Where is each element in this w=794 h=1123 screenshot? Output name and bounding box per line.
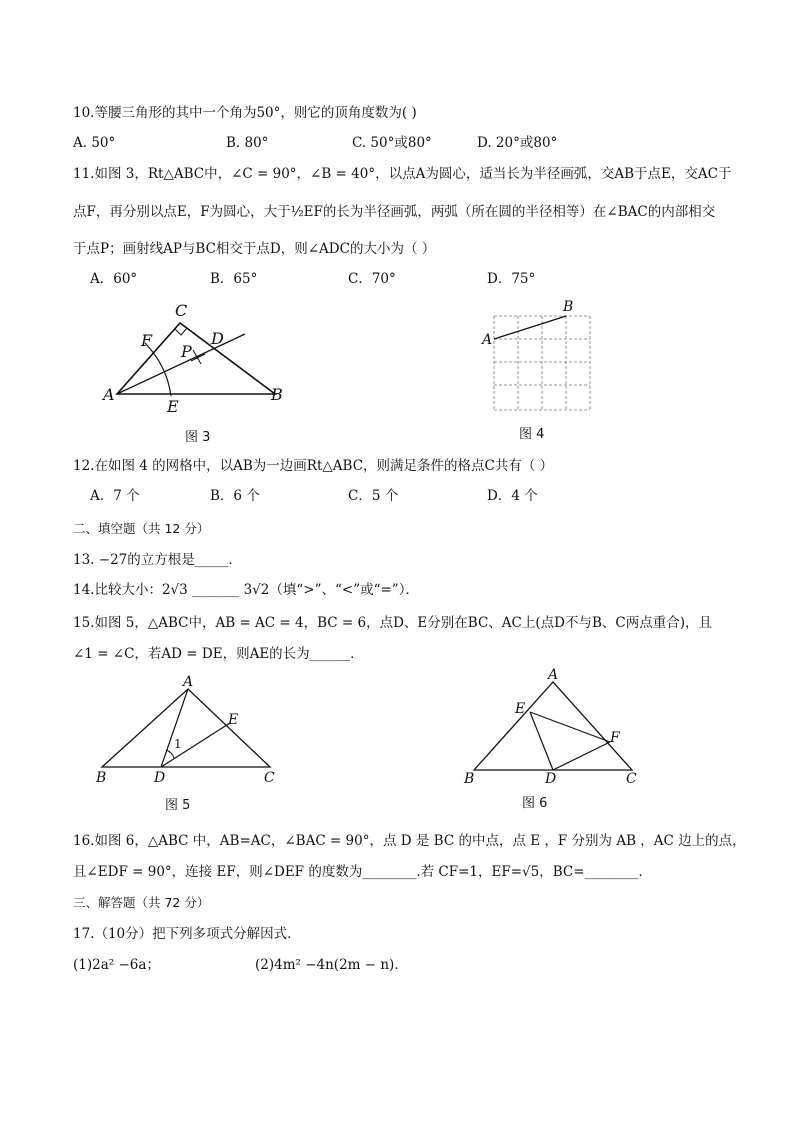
figure-3-caption: 图 3 [185, 430, 211, 445]
q11-option-a: A．60° [90, 271, 138, 287]
figure-3 [95, 296, 295, 420]
segment-de [161, 723, 230, 767]
figure-5-caption: 图 5 [165, 798, 191, 813]
segment-de [530, 712, 553, 770]
figure-6 [460, 666, 650, 790]
q12-option-a: A．7 个 [90, 488, 140, 504]
q14-stem: 14.比较大小：2√3 _______ 3√2（填“>”、“<”或“=”）． [73, 582, 419, 598]
q12-option-b: B．6 个 [210, 488, 260, 504]
label-a: A [548, 667, 559, 683]
q13-stem: 13. −27的立方根是_____． [73, 552, 243, 568]
q11-line3: 于点P；画射线AP与BC相交于点D，则∠ADC的大小为（ ） [73, 241, 436, 257]
q12-option-c: C．5 个 [348, 488, 399, 504]
segment-df [553, 742, 610, 770]
q10-option-c: C. 50°或80° [352, 135, 432, 151]
q15-line1: 15.如图 5，△ABC中，AB = AC = 4，BC = 6，点D、E分别在BC、AC上(点D不与B、C两点重合)，且 [73, 615, 712, 631]
label-a: A [103, 385, 115, 404]
right-angle-mark [175, 328, 187, 335]
q11-option-b: B．65° [210, 271, 258, 287]
label-e: E [228, 712, 239, 728]
triangle-abc [102, 689, 270, 767]
q10-stem: 10.等腰三角形的其中一个角为50°，则它的顶角度数为( ) [73, 105, 417, 121]
q17-stem: 17.（10分）把下列多项式分解因式． [73, 926, 301, 942]
label-angle-1: 1 [174, 737, 182, 751]
triangle-abc [474, 682, 632, 770]
label-a: A [482, 332, 493, 348]
section-3-heading: 三、解答题（共 72 分） [73, 895, 210, 910]
q17-part2: (2)4m² −4n(2m − n)． [255, 957, 408, 973]
figure-6-caption: 图 6 [522, 796, 548, 811]
label-e: E [167, 397, 179, 416]
figure-4-caption: 图 4 [519, 427, 545, 442]
label-p: P [181, 342, 192, 361]
arc-ef [145, 343, 171, 396]
q16-line1: 16.如图 6，△ABC 中，AB=AC，∠BAC = 90°，点 D 是 BC 的中点，点 E ，F 分别为 AB ，AC 边上的点， [73, 833, 746, 849]
figure-5 [92, 672, 292, 792]
q17-part1: (1)2a² −6a； [73, 957, 160, 973]
q12-stem: 12.在如图 4 的网格中，以AB为一边画Rt△ABC，则满足条件的格点C共有（ ） [73, 458, 554, 474]
segment-ab [494, 316, 566, 339]
arc-mark-2 [191, 354, 205, 361]
q11-option-c: C．70° [348, 271, 396, 287]
label-b: B [563, 299, 574, 315]
q11-option-d: D．75° [487, 271, 536, 287]
label-b: B [464, 771, 475, 787]
q10-option-a: A. 50° [73, 135, 116, 151]
q11-line2: 点F，再分别以点E，F为圆心，大于½EF的长为半径画弧，两弧（所在圆的半径相等）在∠BAC的内部相交 [73, 204, 716, 220]
label-c: C [626, 771, 637, 787]
section-2-heading: 二、填空题（共 12 分） [73, 521, 210, 536]
q15-line2: ∠1 = ∠C，若AD = DE，则AE的长为______． [73, 646, 364, 662]
label-f: F [141, 331, 153, 350]
q16-line2: 且∠EDF = 90°，连接 EF，则∠DEF 的度数为________.若 CF=1，EF=√5，BC=________． [73, 864, 653, 880]
grid [494, 316, 590, 410]
q12-option-d: D．4 个 [487, 488, 538, 504]
segment-ef [530, 712, 610, 742]
label-a: A [183, 674, 194, 690]
label-d: D [545, 771, 557, 787]
figure-4 [478, 296, 598, 416]
label-b: B [271, 385, 283, 404]
label-c: C [264, 770, 275, 786]
label-c: C [175, 301, 188, 320]
label-e: E [515, 701, 526, 717]
angle-1-arc [166, 750, 174, 758]
label-d: D [154, 770, 166, 786]
q11-line1: 11.如图 3，Rt△ABC中，∠C = 90°，∠B = 40°，以点A为圆心，适当长为半径画弧，交AB于点E，交AC于 [73, 166, 732, 182]
label-d: D [211, 329, 224, 348]
label-f: F [610, 730, 620, 746]
q10-option-b: B. 80° [226, 135, 269, 151]
label-b: B [96, 770, 107, 786]
q10-option-d: D. 20°或80° [477, 135, 558, 151]
